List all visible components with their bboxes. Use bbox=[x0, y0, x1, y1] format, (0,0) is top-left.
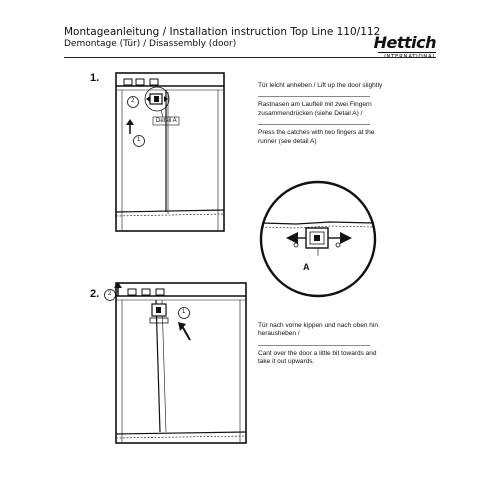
document-subtitle: Demontage (Tür) / Disassembly (door) bbox=[64, 39, 237, 49]
detail-a-drawing bbox=[261, 182, 375, 296]
step1-callout-2: 2 bbox=[131, 98, 135, 104]
detail-a-label: A bbox=[303, 262, 310, 272]
step2-instruction-en: Cant over the door a little bit towards and take it out upwards. bbox=[258, 349, 377, 366]
logo-subtitle: INTERNATIONAL bbox=[378, 52, 436, 60]
step2-instructions bbox=[258, 322, 388, 373]
step1-number: 1. bbox=[90, 72, 100, 84]
step2-number: 2. bbox=[90, 288, 100, 300]
step1-callout-1: 1 bbox=[137, 137, 141, 143]
step1-instructions bbox=[258, 82, 383, 152]
step1-detail-tag: Detail A bbox=[156, 118, 177, 124]
step1-instruction-lift: Tür leicht anheben / Lift up the door slightly bbox=[258, 82, 383, 89]
instruction-divider bbox=[258, 124, 370, 125]
instruction-divider bbox=[258, 96, 370, 97]
step2-cabinet-drawing bbox=[105, 282, 247, 443]
step1-instruction-press-de: Rastnasen am Laufteil mit zwei Fingern zusammendrücken (siehe Detail A) / bbox=[258, 101, 372, 117]
step2-callout-1: 1 bbox=[182, 309, 186, 315]
document-title: Montageanleitung / Installation instruction Top Line 110/112 bbox=[64, 26, 381, 38]
instruction-divider bbox=[258, 345, 370, 346]
step2-instruction-de: Tür nach vorne kippen und nach oben hin herausheben / bbox=[258, 322, 378, 338]
logo-name: Hettich bbox=[373, 33, 436, 52]
step1-instruction-press-en: Press the catches with two fingers at the runner (see detail A) bbox=[258, 129, 375, 145]
step1-cabinet-drawing bbox=[116, 73, 224, 231]
step2-callout-2: 2 bbox=[108, 291, 112, 297]
